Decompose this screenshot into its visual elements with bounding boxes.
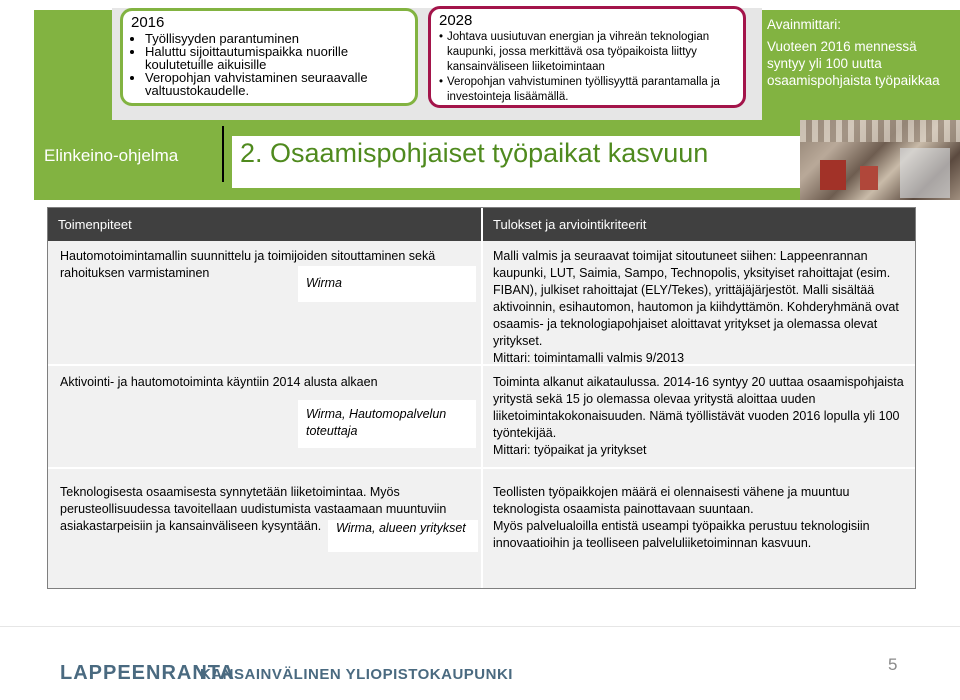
goal-item: • Veropohjan vahvistaminen seuraavalle valtuustokaudelle. bbox=[145, 71, 407, 97]
goal-year-2016: 2016 bbox=[131, 14, 165, 31]
result-text: Toiminta alkanut aikataulussa. 2014-16 syntyy 20 uuttaa osaamispohjaista yritystä sekä 15 jo olemassa olevaa yritystä aloittaa uuden liiketoimintakokonaisuuden. Nämä työllistävät vuoden 2016 lopulla yli 100 työntekijää. bbox=[493, 375, 904, 440]
goal-item: • Työllisyyden parantuminen bbox=[145, 32, 407, 45]
vision-line: Johtava uusiutuvan energian ja vihreän teknologian bbox=[447, 31, 710, 43]
vision-item bbox=[439, 30, 735, 45]
responsible-note: Wirma, Hautomopalvelun toteuttaja bbox=[298, 400, 476, 448]
key-indicator-label: Avainmittari: bbox=[767, 17, 842, 32]
vision-item bbox=[439, 75, 735, 90]
result-metric: Mittari: toimintamalli valmis 9/2013 bbox=[493, 351, 685, 365]
table-cell-result bbox=[493, 248, 905, 367]
column-header-results: Tulokset ja arviointikriteerit bbox=[483, 208, 915, 241]
row-divider bbox=[48, 467, 915, 469]
goal-item: • Haluttu sijoittautumispaikka nuorille koulutetuille aikuisille bbox=[145, 45, 407, 71]
photo-detail bbox=[820, 160, 846, 190]
responsible-note: Wirma, alueen yritykset bbox=[328, 520, 478, 552]
photo-detail bbox=[860, 166, 878, 190]
footer-divider bbox=[0, 626, 960, 627]
vision-line: kansainväliseen liiketoimintaan bbox=[447, 61, 605, 73]
vision-line: investointeja lisäämällä. bbox=[447, 91, 569, 103]
vision-item bbox=[439, 90, 735, 105]
result-text: Teollisten työpaikkojen määrä ei olennaisesti vähene ja muuntuu teknologista osaamista painottavaan suuntaan. bbox=[493, 485, 850, 516]
key-indicator-text: Vuoteen 2016 mennessä syntyy yli 100 uutta osaamispohjaista työpaikkaa bbox=[767, 39, 940, 88]
table-cell-measure: Hautomotoimintamallin suunnittelu ja toimijoiden sitouttaminen sekä rahoituksen varmistaminen bbox=[60, 249, 436, 280]
page-title: 2. Osaamispohjaiset työpaikat kasvuun bbox=[240, 138, 709, 168]
bullet-icon: • bbox=[439, 76, 444, 88]
bullet-icon: • bbox=[439, 31, 444, 43]
measures-table bbox=[47, 207, 916, 589]
result-text: Malli valmis ja seuraavat toimijat sitoutuneet siihen: Lappeenrannan kaupunki, LUT, Saimia, Sampo, Technopolis, yksityiset rahoittajat (esim. FIBAN), julkiset rahoittajat (ELY/Tekes), yrittäjäjärjestöt. Malli sisältää aktivoinnin, esihautomon, hautomon ja kiihdyttämön. Kohderyhmänä ovat osaamis- ja teknologiapohjaiset aloittavat yritykset ja olemassa olevat yritykset. bbox=[493, 249, 899, 348]
goal-box-2016 bbox=[120, 8, 418, 106]
result-text: Myös palvelualoilla entistä useampi työpaikka perustuu teknologisiin innovaatioihin ja teolliseen palveluliiketoiminnan kasvuun. bbox=[493, 519, 870, 550]
title-divider bbox=[222, 126, 224, 182]
table-cell-measure: Teknologisesta osaamisesta synnytetään liiketoimintaa. Myös perusteollisuudessa tavoitellaan uudistumista vastaamaan muuntuviin asiakastarpeisiin ja kansainväliseen kysyntään. bbox=[60, 485, 447, 533]
photo-detail bbox=[900, 148, 950, 198]
key-indicator-panel bbox=[755, 10, 960, 120]
table-cell-result bbox=[493, 374, 905, 459]
vision-item bbox=[439, 60, 735, 75]
goal-list-2016 bbox=[131, 32, 407, 97]
result-metric: Mittari: työpaikat ja yritykset bbox=[493, 443, 647, 457]
brand-tagline: KANSAINVÄLINEN YLIOPISTOKAUPUNKI bbox=[200, 666, 513, 683]
responsible-note: Wirma bbox=[298, 266, 476, 302]
photo-ceiling bbox=[800, 120, 960, 142]
vision-year-2028: 2028 bbox=[439, 12, 473, 29]
table-cell-measure: Aktivointi- ja hautomotoiminta käyntiin 2014 alusta alkaen bbox=[60, 375, 378, 389]
vision-item bbox=[439, 45, 735, 60]
program-label: Elinkeino-ohjelma bbox=[44, 146, 179, 165]
page-number: 5 bbox=[888, 655, 898, 674]
brand-logo: LAPPEENRANTA bbox=[60, 662, 235, 684]
vision-box-2028 bbox=[428, 6, 746, 108]
vision-line: Veropohjan vahvistuminen työllisyyttä parantamalla ja bbox=[447, 76, 720, 88]
table-cell-result bbox=[493, 484, 905, 552]
vision-line: kaupunki, jossa merkittävä osa työpaikoista liittyy bbox=[447, 46, 697, 58]
column-header-measures: Toimenpiteet bbox=[48, 208, 481, 241]
building-photo bbox=[800, 120, 960, 200]
